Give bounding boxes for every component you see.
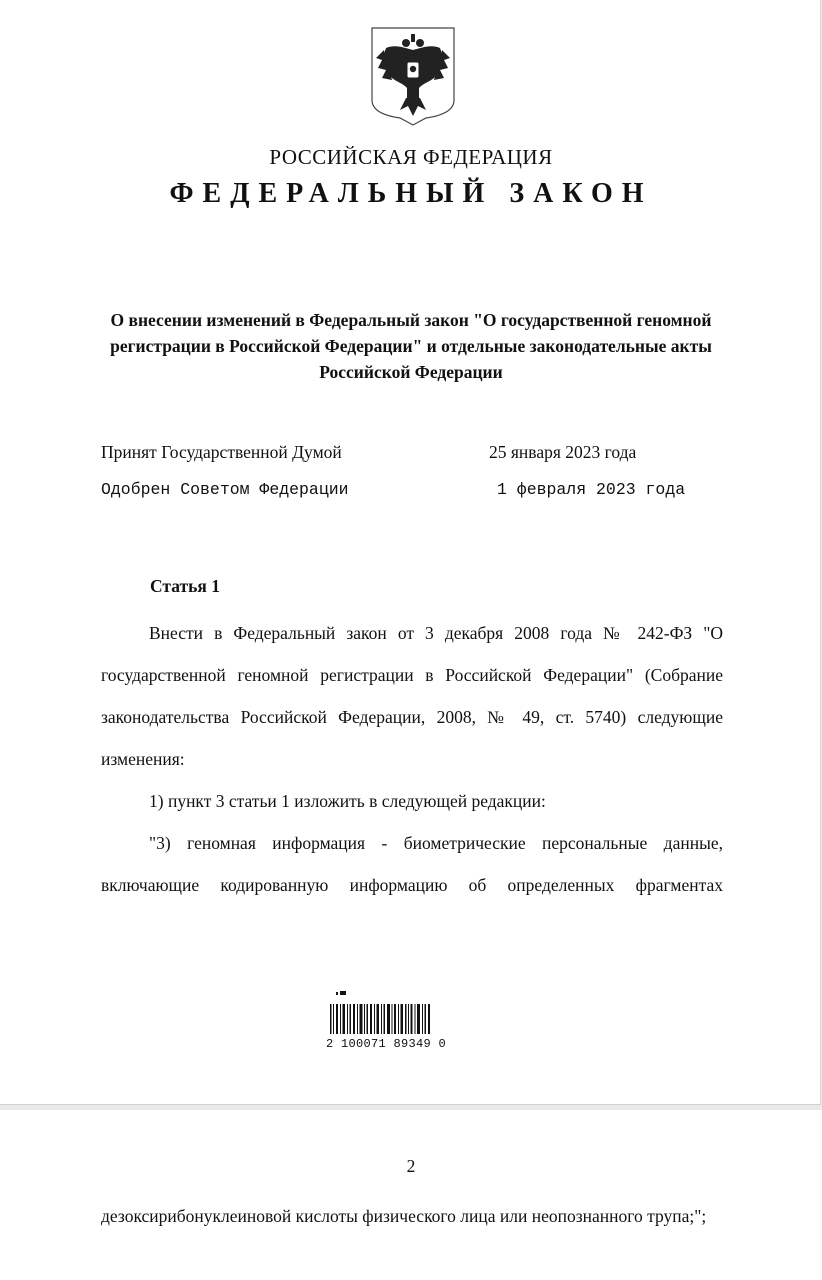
article-heading: Статья 1 xyxy=(150,576,220,596)
article-paragraph: "3) геномная информация - биометрические персональные данные, включающие кодированную информацию об определенных фрагментах xyxy=(101,833,723,895)
coat-of-arms-icon xyxy=(370,26,456,126)
document-type: ФЕДЕРАЛЬНЫЙ ЗАКОН xyxy=(169,178,653,209)
adopted-label: Принят Государственной Думой xyxy=(101,442,342,462)
law-title: О внесении изменений в Федеральный закон "О государственной геномной регистрации в Российской Федерации" и отдельные законодательные акты Российской Федерации xyxy=(110,310,712,382)
barcode-number: 2 100071 89349 0 xyxy=(326,1037,447,1051)
article-paragraph: Внести в Федеральный закон от 3 декабря 2008 года № 242-ФЗ "О государственной геномной регистрации в Российской Федерации" (Собрание законодательства Российской Федерации, 2008, № 49, ст. 5740) следующие изменения: xyxy=(101,623,723,769)
country-name: РОССИЙСКАЯ ФЕДЕРАЦИЯ xyxy=(269,145,553,169)
approved-date: 1 февраля 2023 года xyxy=(497,480,686,499)
adopted-date: 25 января 2023 года xyxy=(489,442,637,462)
article-paragraph: дезоксирибонуклеиновой кислоты физического лица или неопознанного трупа;"; xyxy=(101,1206,707,1226)
approved-label: Одобрен Советом Федерации xyxy=(101,480,349,499)
article-paragraph: 1) пункт 3 статьи 1 изложить в следующей редакции: xyxy=(149,791,546,811)
page-number: 2 xyxy=(406,1156,416,1176)
